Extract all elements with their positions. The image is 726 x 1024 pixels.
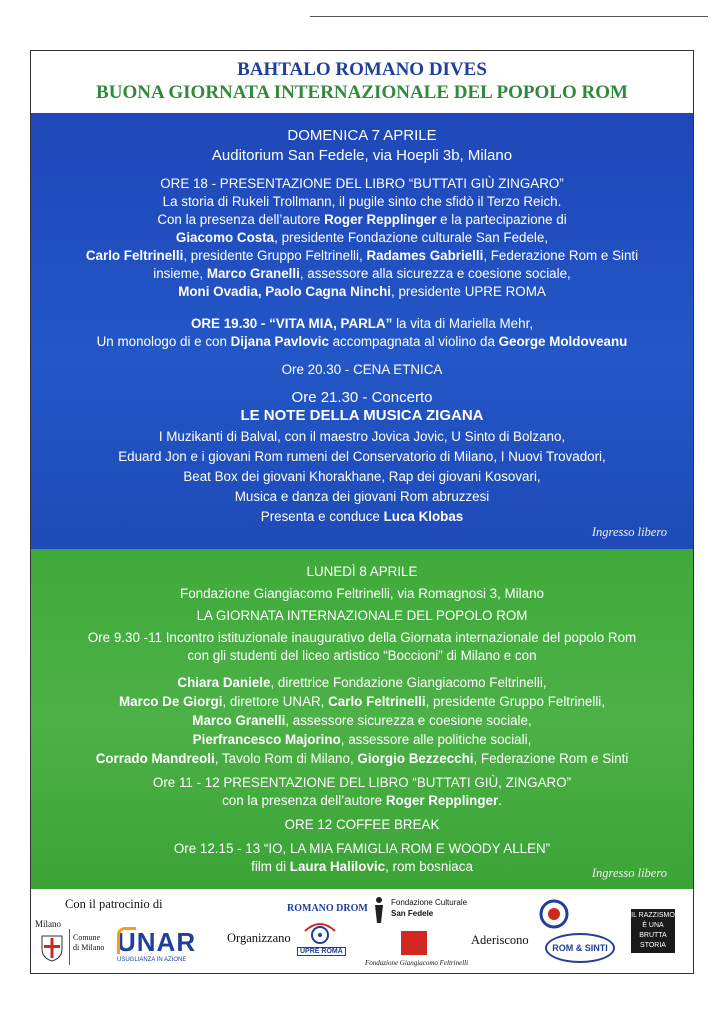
monday-venue: Fondazione Giangiacomo Feltrinelli, via Romagnosi 3, Milano (180, 586, 544, 601)
film-heading: Ore 12.15 - 13 “IO, LA MIA FAMIGLIA ROM E WOODY ALLEN” (173, 841, 551, 856)
main-subtitle: BUONA GIORNATA INTERNAZIONALE DEL POPOLO ROM (96, 82, 628, 103)
film-line: film di Laura Halilovic, rom bosniaca (251, 859, 473, 874)
rom-sinti-logo: ROM & SINTI (539, 899, 625, 969)
event1-subtitle: La storia di Rukeli Trollmann, il pugile sinto che sfidò il Terzo Reich. (162, 194, 562, 209)
sunday-section (31, 113, 693, 599)
wheel-icon (539, 899, 569, 929)
monday-line: con gli studenti del liceo artistico “Boccioni” di Milano e con (187, 648, 537, 663)
event4-line: I Muzikanti di Balval, con il maestro Jovica Jovic, U Sinto di Bolzano, (158, 429, 566, 444)
poster-header (31, 51, 693, 113)
event1-line: insieme, Marco Granelli, assessore alla sicurezza e coesione sociale, (153, 266, 571, 281)
event1-line: Moni Ovadia, Paolo Cagna Ninchi, presidente UPRE ROMA (178, 284, 546, 299)
event4-line: Presenta e conduce Luca Klobas (260, 509, 464, 524)
event4-time: Ore 21.30 - Concerto (291, 389, 433, 406)
book-presentation-line: con la presenza dell’autore Roger Repplinger. (222, 793, 502, 808)
participant-line: Pierfrancesco Majorino, assessore alle politiche sociali, (192, 732, 532, 747)
monday-date: LUNEDÌ 8 APRILE (306, 564, 418, 579)
san-fedele-logo: Fondazione Culturale San Fedele (391, 898, 468, 918)
comune-milano-logo: Milano Comune di Milano (35, 919, 111, 969)
book-presentation-heading: Ore 11 - 12 PRESENTAZIONE DEL LIBRO “BUTTATI GIÙ, ZINGARO” (152, 775, 572, 790)
sunday-date: DOMENICA 7 APRILE (287, 127, 437, 144)
feltrinelli-red-square-icon (401, 931, 427, 955)
organizzano-label: Organizzano (227, 931, 291, 945)
event1-line: Carlo Feltrinelli, presidente Gruppo Feltrinelli, Radames Gabrielli, Federazione Rom e Sinti (85, 248, 639, 263)
event3-heading: Ore 20.30 - CENA ETNICA (281, 362, 443, 377)
milano-crest-icon (39, 933, 65, 963)
razzismo-logo: IL RAZZISMO È UNA BRUTTA STORIA (631, 909, 675, 953)
ingresso-libero-monday: Ingresso libero (591, 866, 667, 880)
sunday-venue: Auditorium San Fedele, via Hoepli 3b, Milano (211, 147, 513, 164)
event1-line: Giacomo Costa, presidente Fondazione culturale San Fedele, (175, 230, 549, 245)
top-rule (310, 16, 708, 17)
aderiscono-label: Aderiscono (471, 933, 529, 947)
monday-line: Ore 9.30 -11 Incontro istituzionale inaugurativo della Giornata internazionale del popolo Rom (87, 630, 637, 645)
ingresso-libero-sunday: Ingresso libero (591, 525, 667, 539)
unar-logo: UNAR USUGLIANZA IN AZIONE (117, 927, 197, 963)
participant-line: Marco De Giorgi, direttore UNAR, Carlo Feltrinelli, presidente Gruppo Feltrinelli, (119, 694, 605, 709)
patrocinio-label: Con il patrocinio di (65, 897, 163, 911)
participant-line: Corrado Mandreoli, Tavolo Rom di Milano, Giorgio Bezzecchi, Federazione Rom e Sinti (95, 751, 629, 766)
event4-line: Musica e danza dei giovani Rom abruzzesi (234, 489, 490, 504)
wagon-icon (303, 917, 337, 945)
participant-line: Marco Granelli, assessore sicurezza e coesione sociale, (192, 713, 532, 728)
event4-line: Eduard Jon e i giovani Rom rumeni del Conservatorio di Milano, I Nuovi Trovadori, (118, 449, 606, 464)
participant-line: Chiara Daniele, direttrice Fondazione Giangiacomo Feltrinelli, (177, 675, 547, 690)
main-title: BAHTALO ROMANO DIVES (237, 59, 487, 80)
monday-section (31, 549, 693, 889)
event4-title: LE NOTE DELLA MUSICA ZIGANA (240, 407, 484, 424)
event2-heading: ORE 19.30 - “VITA MIA, PARLA” la vita di Mariella Mehr, (190, 316, 534, 331)
romano-drom-logo: ROMANO DROM UPRE ROMA (287, 903, 368, 955)
monday-theme: LA GIORNATA INTERNAZIONALE DEL POPOLO ROM (196, 608, 528, 623)
poster-frame (30, 50, 694, 974)
event1-heading: ORE 18 - PRESENTAZIONE DEL LIBRO “BUTTATI GIÙ ZINGARO” (160, 176, 564, 191)
sponsor-footer (31, 889, 693, 973)
coffee-break: ORE 12 COFFEE BREAK (284, 817, 440, 832)
event4-line: Beat Box dei giovani Khorakhane, Rap dei giovani Kosovari, (183, 469, 541, 484)
feltrinelli-logo-text: Fondazione Giangiacomo Feltrinelli (365, 959, 469, 967)
event2-line: Un monologo di e con Dijana Pavlovic accompagnata al violino da George Moldoveanu (96, 334, 628, 349)
san-fedele-figure-icon (371, 895, 387, 925)
event1-line: Con la presenza dell’autore Roger Repplinger e la partecipazione di (157, 212, 567, 227)
